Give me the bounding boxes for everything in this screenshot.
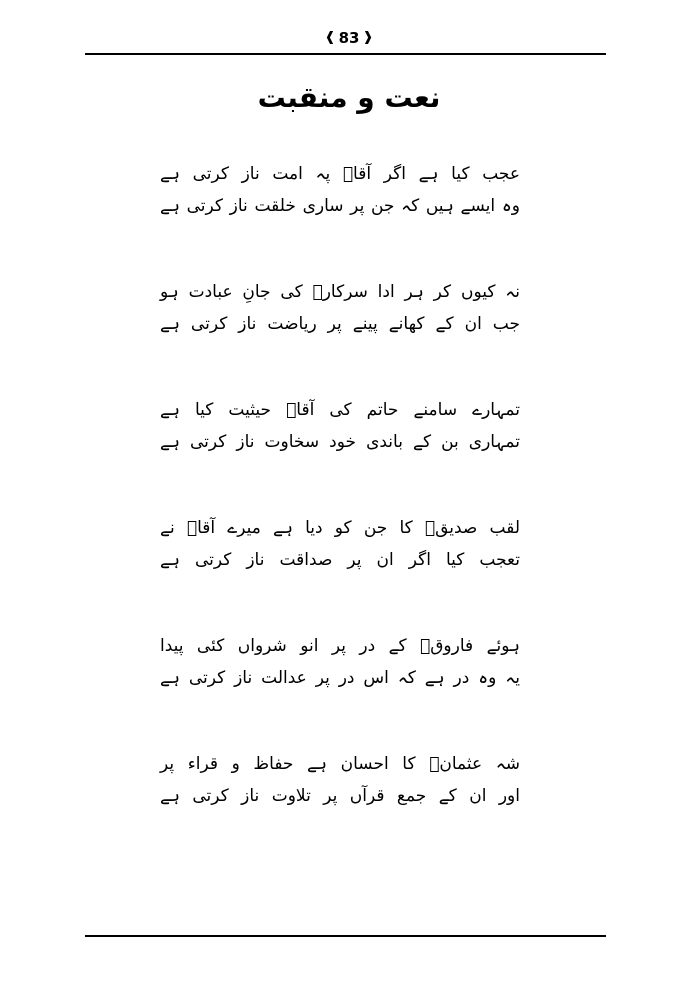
verse-line: عجب کیا ہے اگر آقاؐ پہ امت ناز کرتی ہے [160,164,520,184]
verse-line: جب ان کے کھانے پینے پر ریاضت ناز کرتی ہے [160,314,520,334]
verse-line: لقب صدیقؓ کا جن کو دیا ہے میرے آقاؐ نے [160,518,520,538]
right-ornament: ❱ [362,30,374,45]
stanza-3 [160,396,520,514]
verse-line: نہ کیوں کر ہر ادا سرکارؐ کی جانِ عبادت ہو [160,282,520,302]
verse-line: ہوئے فاروقؓ کے در پر انو شرواں کئی پیدا [160,636,520,656]
stanza-6 [160,750,520,868]
page-number: 83 [338,29,360,47]
verse-line: تعجب کیا اگر ان پر صداقت ناز کرتی ہے [160,550,520,570]
stanza-5 [160,632,520,750]
verse-line: وہ ایسے ہیں کہ جن پر ساری خلقت ناز کرتی ہے [160,196,520,216]
left-ornament: ❰ [324,30,336,45]
bottom-rule [85,935,606,937]
stanza-1 [160,160,520,278]
verse-line: تمہاری بن کے باندی خود سخاوت ناز کرتی ہے [160,432,520,452]
verse-line: اور ان کے جمع قرآں پر تلاوت ناز کرتی ہے [160,786,520,806]
page-title: نعت و منقبت [257,81,441,114]
verse-line: یہ وہ در ہے کہ اس در پر عدالت ناز کرتی ہے [160,668,520,688]
stanza-4 [160,514,520,632]
verse-line: تمہارے سامنے حاتم کی آقاؐ حیثیت کیا ہے [160,400,520,420]
poem [160,160,520,868]
stanza-2 [160,278,520,396]
page-header [0,28,698,48]
verse-line: شہ عثمانؓ کا احسان ہے حفاظ و قراء پر [160,754,520,774]
top-rule [85,53,606,55]
